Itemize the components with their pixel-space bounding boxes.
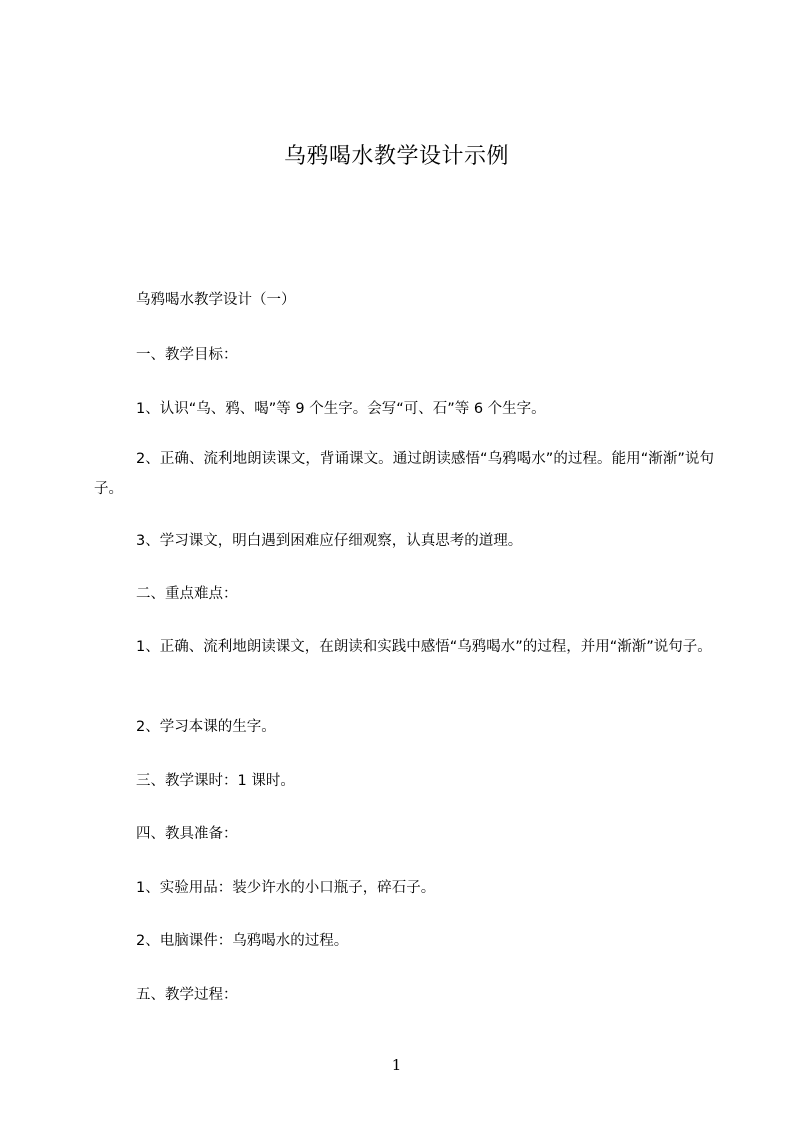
- goal-item-2: 2、正确、流利地朗读课文，背诵课文。通过朗读感悟“乌鸦喝水”的过程。能用“渐渐”说句子。: [94, 451, 714, 497]
- key-point-item-2: 2、学习本课的生字。: [136, 719, 276, 735]
- goal-item-3: 3、学习课文，明白遇到困难应仔细观察，认真思考的道理。: [136, 533, 523, 549]
- section-heading-key-points: 二、重点难点：: [136, 586, 238, 602]
- section-heading-teaching-aids: 四、教具准备：: [136, 826, 238, 842]
- section-heading-goals: 一、教学目标：: [136, 347, 238, 363]
- section-heading-teaching-process: 五、教学过程：: [136, 987, 238, 1003]
- document-title: 乌鸦喝水教学设计示例: [283, 144, 509, 169]
- key-point-item-1: 1、正确、流利地朗读课文，在朗读和实践中感悟“乌鸦喝水”的过程，并用“渐渐”说句子。: [136, 639, 712, 655]
- section-heading-class-hours: 三、教学课时：1 课时。: [136, 773, 295, 789]
- goal-item-1: 1、认识“乌、鸦、喝”等 9 个生字。会写“可、石”等 6 个生字。: [136, 401, 546, 417]
- teaching-aid-item-1: 1、实验用品：装少许水的小口瓶子，碎石子。: [136, 880, 436, 896]
- teaching-aid-item-2: 2、电脑课件：乌鸦喝水的过程。: [136, 933, 349, 949]
- page-number: 1: [391, 1056, 402, 1074]
- document-subtitle: 乌鸦喝水教学设计（一）: [136, 292, 296, 308]
